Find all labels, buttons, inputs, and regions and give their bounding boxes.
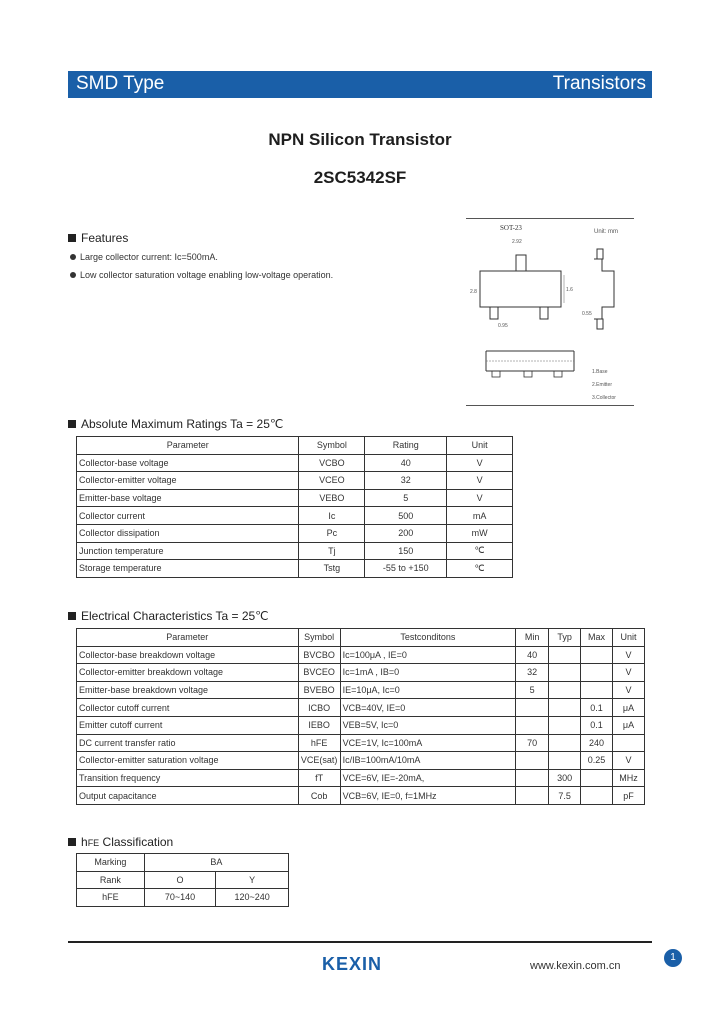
- package-drawing: [466, 218, 634, 406]
- svg-text:1.6: 1.6: [566, 287, 573, 293]
- table-row: Marking BA: [77, 854, 289, 872]
- table-row: hFE 70~140 120~240: [77, 889, 289, 907]
- table-row: Collector-emitter breakdown voltage BVCEO Ic=1mA , IB=0 32 V: [77, 664, 645, 682]
- package-unit: Unit: mm: [594, 229, 618, 235]
- page-title: NPN Silicon Transistor: [268, 130, 452, 149]
- feature-text: Low collector saturation voltage enabling low-voltage operation.: [80, 270, 334, 280]
- elec-heading: [68, 609, 269, 623]
- sot23-outline-drawing: [466, 219, 634, 407]
- table-row: DC current transfer ratio hFE VCE=1V, Ic=100mA 70 240: [77, 734, 645, 752]
- package-name: SOT-23: [500, 224, 522, 232]
- svg-text:0.95: 0.95: [498, 323, 508, 329]
- feature-text: Large collector current: Ic=500mA.: [80, 252, 218, 262]
- table-row: Collector-emitter voltage VCEO 32 V: [77, 472, 513, 490]
- svg-text:2.Emitter: 2.Emitter: [592, 382, 613, 388]
- table-row: Emitter-base breakdown voltage BVEBO IE=10μA, Ic=0 5 V: [77, 681, 645, 699]
- table-row: Collector-emitter saturation voltage VCE(sat) Ic/IB=100mA/10mA 0.25 V: [77, 752, 645, 770]
- table-row: Transition frequency fT VCE=6V, IE=-20mA, 300 MHz: [77, 769, 645, 787]
- column-header: Parameter: [77, 437, 299, 455]
- table-row: Collector-base breakdown voltage BVCBO Ic=100μA , IE=0 40 V: [77, 646, 645, 664]
- square-bullet-icon: [68, 234, 76, 242]
- table-row: Junction temperature Tj 150 ℃: [77, 542, 513, 560]
- table-header-row: [77, 437, 513, 455]
- table-row: Collector current Ic 500 mA: [77, 507, 513, 525]
- table-row: Output capacitance Cob VCB=6V, IE=0, f=1MHz 7.5 pF: [77, 787, 645, 805]
- footer-divider: [68, 941, 652, 943]
- header-bar: [68, 71, 652, 98]
- hfe-class-heading-text: hFE Classification: [81, 835, 174, 849]
- svg-text:2.8: 2.8: [470, 289, 477, 295]
- svg-text:0.55: 0.55: [582, 311, 592, 317]
- column-header: Unit: [447, 437, 513, 455]
- part-number: 2SC5342SF: [313, 168, 407, 187]
- table-row: Collector dissipation Pc 200 mW: [77, 524, 513, 542]
- svg-text:2.92: 2.92: [512, 239, 522, 245]
- abs-max-table: [76, 436, 513, 578]
- square-bullet-icon: [68, 838, 76, 846]
- header-type: Transistors: [552, 73, 646, 94]
- features-heading: [68, 231, 128, 245]
- svg-text:3.Collector: 3.Collector: [592, 395, 616, 401]
- features-heading-text: Features: [81, 231, 129, 245]
- abs-max-heading-text: Absolute Maximum Ratings Ta = 25℃: [81, 417, 284, 431]
- table-row: Rank O Y: [77, 871, 289, 889]
- kexin-logo: KEXIN: [322, 954, 383, 974]
- table-row: Collector-base voltage VCBO 40 V: [77, 454, 513, 472]
- feature-item: [70, 270, 333, 280]
- abs-max-heading: [68, 417, 283, 431]
- feature-item: [70, 252, 218, 262]
- table-row: Emitter cutoff current IEBO VEB=5V, Ic=0 0.1 μA: [77, 716, 645, 734]
- website-link[interactable]: www.kexin.com.cn: [530, 960, 621, 972]
- svg-text:1.Base: 1.Base: [592, 369, 608, 375]
- square-bullet-icon: [68, 612, 76, 620]
- page-number: 1: [664, 949, 682, 967]
- header-category: SMD Type: [76, 73, 165, 94]
- round-bullet-icon: [70, 254, 76, 260]
- column-header: Symbol: [299, 437, 365, 455]
- elec-heading-text: Electrical Characteristics Ta = 25℃: [81, 609, 269, 623]
- square-bullet-icon: [68, 420, 76, 428]
- hfe-class-table: [76, 853, 289, 907]
- table-row: Emitter-base voltage VEBO 5 V: [77, 489, 513, 507]
- table-row: Collector cutoff current ICBO VCB=40V, IE=0 0.1 μA: [77, 699, 645, 717]
- elec-table: [76, 628, 645, 805]
- hfe-class-heading: [68, 835, 173, 849]
- table-header-row: Parameter Symbol Testconditons Min Typ Max Unit: [77, 629, 645, 647]
- table-row: Storage temperature Tstg -55 to +150 ℃: [77, 560, 513, 578]
- round-bullet-icon: [70, 272, 76, 278]
- column-header: Rating: [365, 437, 447, 455]
